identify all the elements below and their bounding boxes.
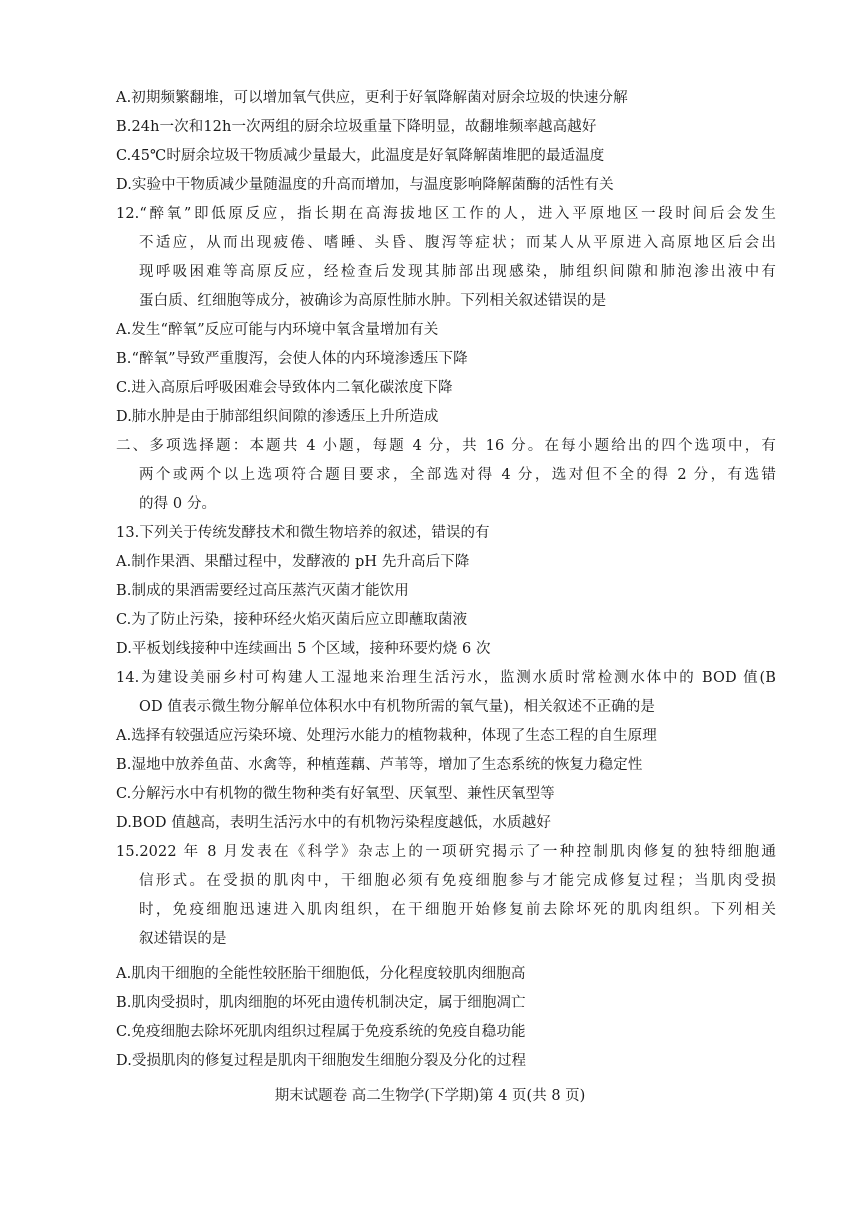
q15-stem-line-1: 15.2022 年 8 月发表在《科学》杂志上的一项研究揭示了一种控制肌肉修复的独特细胞通	[116, 844, 776, 860]
q13-option-b: B.制成的果酒需要经过高压蒸汽灭菌才能饮用	[116, 583, 409, 599]
q12-option-a: A.发生“醉氧”反应可能与内环境中氧含量增加有关	[116, 322, 439, 338]
q15-option-c: C.免疫细胞去除坏死肌肉组织过程属于免疫系统的免疫自稳功能	[116, 1024, 526, 1040]
q15-stem-line-4: 叙述错误的是	[139, 931, 227, 947]
q13-option-a: A.制作果酒、果醋过程中，发酵液的 pH 先升高后下降	[116, 554, 470, 570]
section2-heading-line-1: 二、多项选择题：本题共 4 小题，每题 4 分，共 16 分。在每小题给出的四个选项中，有	[116, 438, 776, 454]
q13-option-c: C.为了防止污染，接种环经火焰灭菌后应立即蘸取菌液	[116, 612, 468, 628]
q13-stem: 13.下列关于传统发酵技术和微生物培养的叙述，错误的有	[116, 525, 490, 541]
q12-stem-line-4: 蛋白质、红细胞等成分，被确诊为高原性肺水肿。下列相关叙述错误的是	[139, 293, 607, 309]
q12-option-d: D.肺水肿是由于肺部组织间隙的渗透压上升所造成	[116, 409, 439, 425]
section2-heading-line-2: 两个或两个以上选项符合题目要求，全部选对得 4 分，选对但不全的得 2 分，有选错	[139, 467, 776, 483]
q15-stem-line-3: 时，免疫细胞迅速进入肌肉组织，在干细胞开始修复前去除坏死的肌肉组织。下列相关	[139, 902, 776, 918]
q12-stem-line-1: 12.“醉氧”即低原反应，指长期在高海拔地区工作的人，进入平原地区一段时间后会发生	[116, 206, 776, 222]
q12-stem-line-3: 现呼吸困难等高原反应，经检查后发现其肺部出现感染，肺组织间隙和肺泡渗出液中有	[139, 264, 776, 280]
q14-stem-line-1: 14.为建设美丽乡村可构建人工湿地来治理生活污水，监测水质时常检测水体中的 BOD 值(B	[116, 670, 776, 686]
q11-option-a: A.初期频繁翻堆，可以增加氧气供应，更利于好氧降解菌对厨余垃圾的快速分解	[116, 90, 628, 106]
q12-option-b: B.“醉氧”导致严重腹泻，会使人体的内环境渗透压下降	[116, 351, 468, 367]
q14-option-a: A.选择有较强适应污染环境、处理污水能力的植物栽种，体现了生态工程的自生原理	[116, 728, 657, 744]
q11-option-d: D.实验中干物质减少量随温度的升高而增加，与温度影响降解菌酶的活性有关	[116, 177, 614, 193]
q12-stem-line-2: 不适应，从而出现疲倦、嗜睡、头昏、腹泻等症状；而某人从平原进入高原地区后会出	[139, 235, 776, 251]
q11-option-b: B.24h一次和12h一次两组的厨余垃圾重量下降明显，故翻堆频率越高越好	[116, 119, 597, 135]
q14-stem-line-2: OD 值表示微生物分解单位体积水中有机物所需的氧气量)，相关叙述不正确的是	[139, 699, 655, 715]
section2-heading-line-3: 的得 0 分。	[139, 496, 217, 512]
q13-option-d: D.平板划线接种中连续画出 5 个区域，接种环要灼烧 6 次	[116, 641, 491, 657]
q11-option-c: C.45℃时厨余垃圾干物质减少量最大，此温度是好氧降解菌堆肥的最适温度	[116, 148, 605, 164]
q12-option-c: C.进入高原后呼吸困难会导致体内二氧化碳浓度下降	[116, 380, 453, 396]
q14-option-c: C.分解污水中有机物的微生物种类有好氧型、厌氧型、兼性厌氧型等	[116, 786, 555, 802]
q15-option-a: A.肌肉干细胞的全能性较胚胎干细胞低，分化程度较肌肉细胞高	[116, 966, 526, 982]
q15-stem-line-2: 信形式。在受损的肌肉中，干细胞必须有免疫细胞参与才能完成修复过程；当肌肉受损	[139, 873, 776, 889]
q15-option-b: B.肌肉受损时，肌肉细胞的坏死由遗传机制决定，属于细胞凋亡	[116, 995, 526, 1011]
page-footer: 期末试题卷 高二生物学(下学期)第 4 页(共 8 页)	[274, 1088, 586, 1104]
q15-option-d: D.受损肌肉的修复过程是肌肉干细胞发生细胞分裂及分化的过程	[116, 1053, 527, 1069]
q14-option-b: B.湿地中放养鱼苗、水禽等，种植莲藕、芦苇等，增加了生态系统的恢复力稳定性	[116, 757, 643, 773]
q14-option-d: D.BOD 值越高，表明生活污水中的有机物污染程度越低，水质越好	[116, 815, 551, 831]
